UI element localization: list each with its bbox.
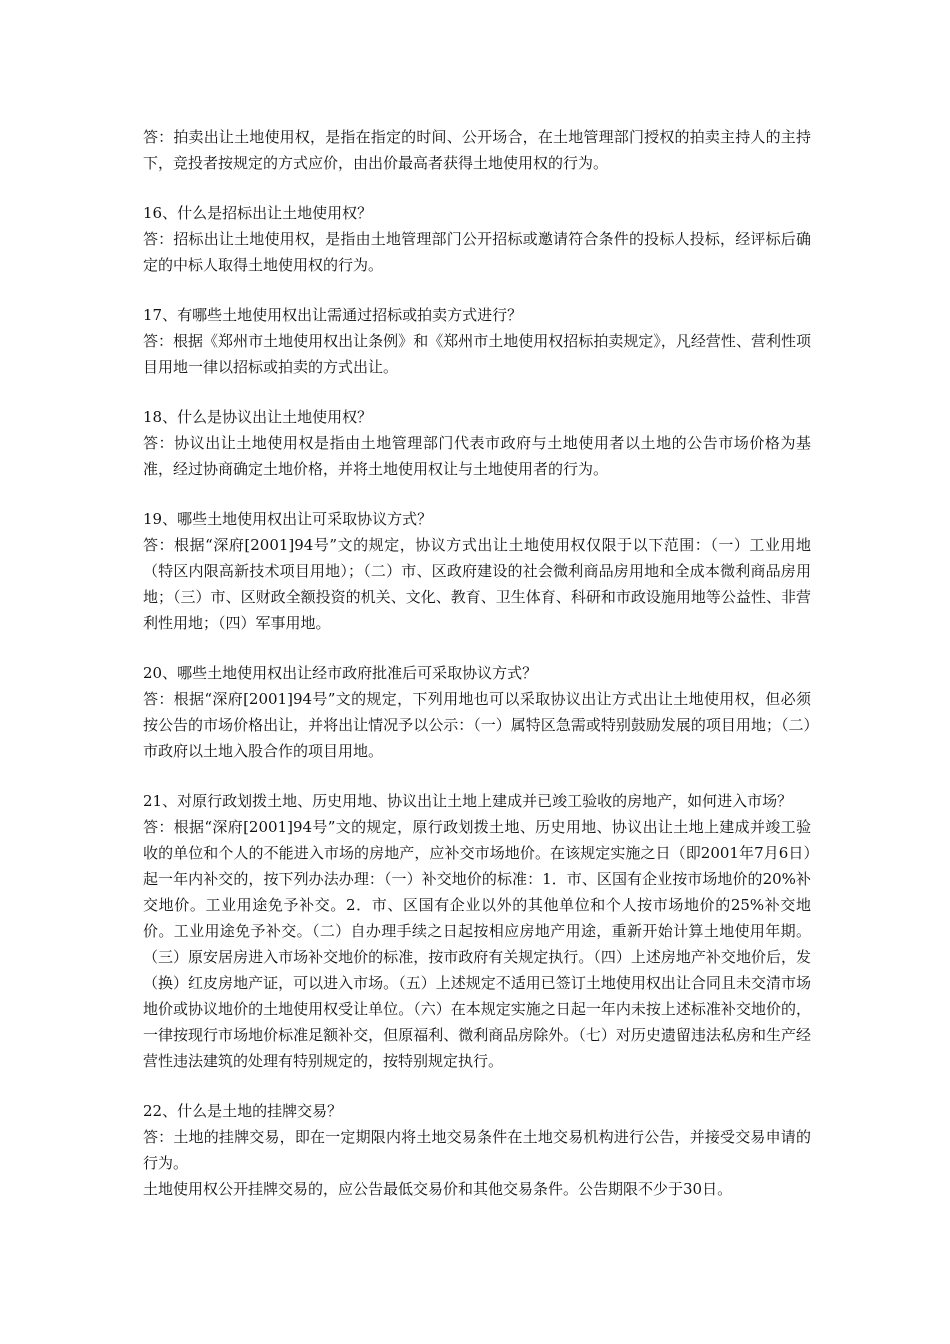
document-body bbox=[143, 124, 811, 1226]
answer-text: 答：根据“深府[2001]94号”文的规定，下列用地也可以采取协议出让方式出让土地使用权，但必须按公告的市场价格出让，并将出让情况予以公示：（一）属特区急需或特别鼓励发展的项目用地；（二）市政府以土地入股合作的项目用地。 bbox=[143, 690, 811, 760]
answer-text: 答：土地的挂牌交易，即在一定期限内将土地交易条件在土地交易机构进行公告，并接受交易申请的行为。 bbox=[143, 1128, 811, 1172]
answer-text: 答：拍卖出让土地使用权，是指在指定的时间、公开场合，在土地管理部门授权的拍卖主持人的主持下，竞投者按规定的方式应价，由出价最高者获得土地使用权的行为。 bbox=[143, 128, 811, 172]
answer-text: 答：招标出让土地使用权，是指由土地管理部门公开招标或邀请符合条件的投标人投标，经评标后确定的中标人取得土地使用权的行为。 bbox=[143, 230, 811, 274]
qa-block-20 bbox=[143, 660, 811, 764]
question-text: 21、对原行政划拨土地、历史用地、协议出让土地上建成并已竣工验收的房地产，如何进入市场？ bbox=[143, 792, 793, 810]
extra-text: 土地使用权公开挂牌交易的，应公告最低交易价和其他交易条件。公告期限不少于30日。 bbox=[143, 1180, 733, 1198]
qa-block-22 bbox=[143, 1098, 811, 1202]
qa-block-18 bbox=[143, 404, 811, 482]
qa-block-15-answer bbox=[143, 124, 811, 176]
answer-text: 答：根据《郑州市土地使用权出让条例》和《郑州市土地使用权招标拍卖规定》，凡经营性、营利性项目用地一律以招标或拍卖的方式出让。 bbox=[143, 332, 811, 376]
question-text: 16、什么是招标出让土地使用权？ bbox=[143, 204, 373, 222]
question-text: 20、哪些土地使用权出让经市政府批准后可采取协议方式？ bbox=[143, 664, 538, 682]
qa-block-19 bbox=[143, 506, 811, 636]
qa-block-16 bbox=[143, 200, 811, 278]
answer-text: 答：根据“深府[2001]94号”文的规定，原行政划拨土地、历史用地、协议出让土地上建成并竣工验收的单位和个人的不能进入市场的房地产，应补交市场地价。在该规定实施之日（即2001年7月6日）起一年内补交的，按下列办法办理：（一）补交地价的标准：1．市、区国有企业按市场地价的20%补交地价。工业用途免予补交。2．市、区国有企业以外的其他单位和个人按市场地价的25%补交地价。工业用途免予补交。（二）自办理手续之日起按相应房地产用途，重新开始计算土地使用年期。（三）原安居房进入市场补交地价的标准，按市政府有关规定执行。（四）上述房地产补交地价后，发（换）红皮房地产证，可以进入市场。（五）上述规定不适用已签订土地使用权出让合同且未交清市场地价或协议地价的土地使用权受让单位。（六）在本规定实施之日起一年内未按上述标准补交地价的，一律按现行市场地价标准足额补交，但原福利、微利商品房除外。（七）对历史遗留违法私房和生产经营性违法建筑的处理有特别规定的，按特别规定执行。 bbox=[143, 818, 811, 1070]
answer-text: 答：根据“深府[2001]94号”文的规定，协议方式出让土地使用权仅限于以下范围：（一）工业用地（特区内限高新技术项目用地）；（二）市、区政府建设的社会微利商品房用地和全成本微利商品房用地；（三）市、区财政全额投资的机关、文化、教育、卫生体育、科研和市政设施用地等公益性、非营利性用地；（四）军事用地。 bbox=[143, 536, 811, 632]
qa-block-17 bbox=[143, 302, 811, 380]
qa-block-21 bbox=[143, 788, 811, 1074]
answer-text: 答：协议出让土地使用权是指由土地管理部门代表市政府与土地使用者以土地的公告市场价格为基准，经过协商确定土地价格，并将土地使用权让与土地使用者的行为。 bbox=[143, 434, 811, 478]
question-text: 19、哪些土地使用权出让可采取协议方式？ bbox=[143, 510, 433, 528]
question-text: 18、什么是协议出让土地使用权？ bbox=[143, 408, 373, 426]
question-text: 17、有哪些土地使用权出让需通过招标或拍卖方式进行？ bbox=[143, 306, 523, 324]
question-text: 22、什么是土地的挂牌交易？ bbox=[143, 1102, 343, 1120]
